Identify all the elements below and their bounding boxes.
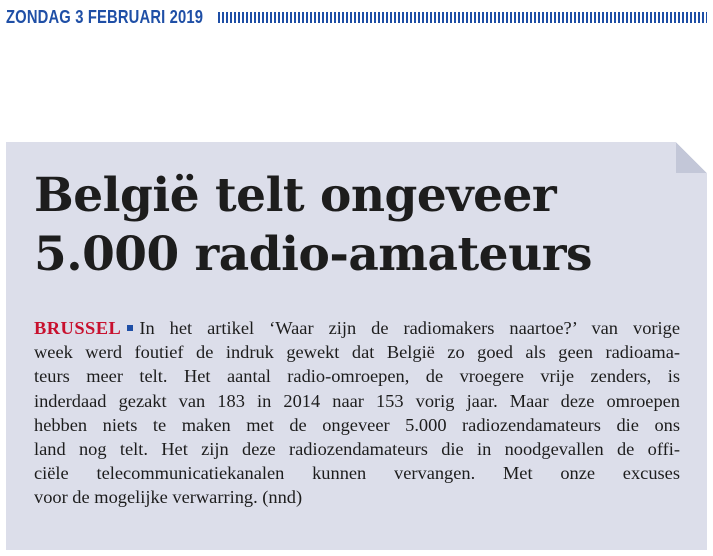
body-line-8: voor de mogelijke verwarring. (nnd) bbox=[34, 487, 303, 508]
body-line-5: hebben niets te maken met de ongeveer 5.000 radiozendamateurs die ons bbox=[34, 414, 680, 435]
card-corner-fold bbox=[676, 142, 707, 173]
page-dateline bbox=[6, 6, 707, 28]
body-line-4: inderdaad gezakt van 183 in 2014 naar 153 vorig jaar. Maar deze omroepen bbox=[34, 390, 680, 411]
body-line-7: ciële telecommunicatiekanalen kunnen vervangen. Met onze excuses bbox=[34, 463, 680, 484]
body-line-1 bbox=[34, 316, 680, 340]
page-date: ZONDAG 3 FEBRUARI 2019 bbox=[6, 6, 204, 27]
body-line-6: land nog telt. Het zijn deze radiozendamateurs die in noodgevallen de offi- bbox=[34, 439, 680, 460]
square-bullet-icon bbox=[127, 325, 133, 331]
body-line-3: teurs meer telt. Het aantal radio-omroepen, de vroegere vrije zenders, is bbox=[34, 366, 680, 387]
headline-line-1: België telt ongeveer bbox=[34, 168, 557, 223]
dateline-rule bbox=[218, 12, 707, 23]
article-dateline-city: BRUSSEL bbox=[34, 318, 122, 338]
body-line-2: week werd foutief de indruk gewekt dat België zo goed als geen radioama- bbox=[34, 342, 680, 363]
article-headline bbox=[34, 166, 674, 284]
body-line-1-text: In het artikel ‘Waar zijn de radiomakers naartoe?’ van vorige bbox=[139, 318, 680, 338]
article-body bbox=[34, 316, 680, 510]
headline-line-2: 5.000 radio-amateurs bbox=[34, 227, 592, 282]
